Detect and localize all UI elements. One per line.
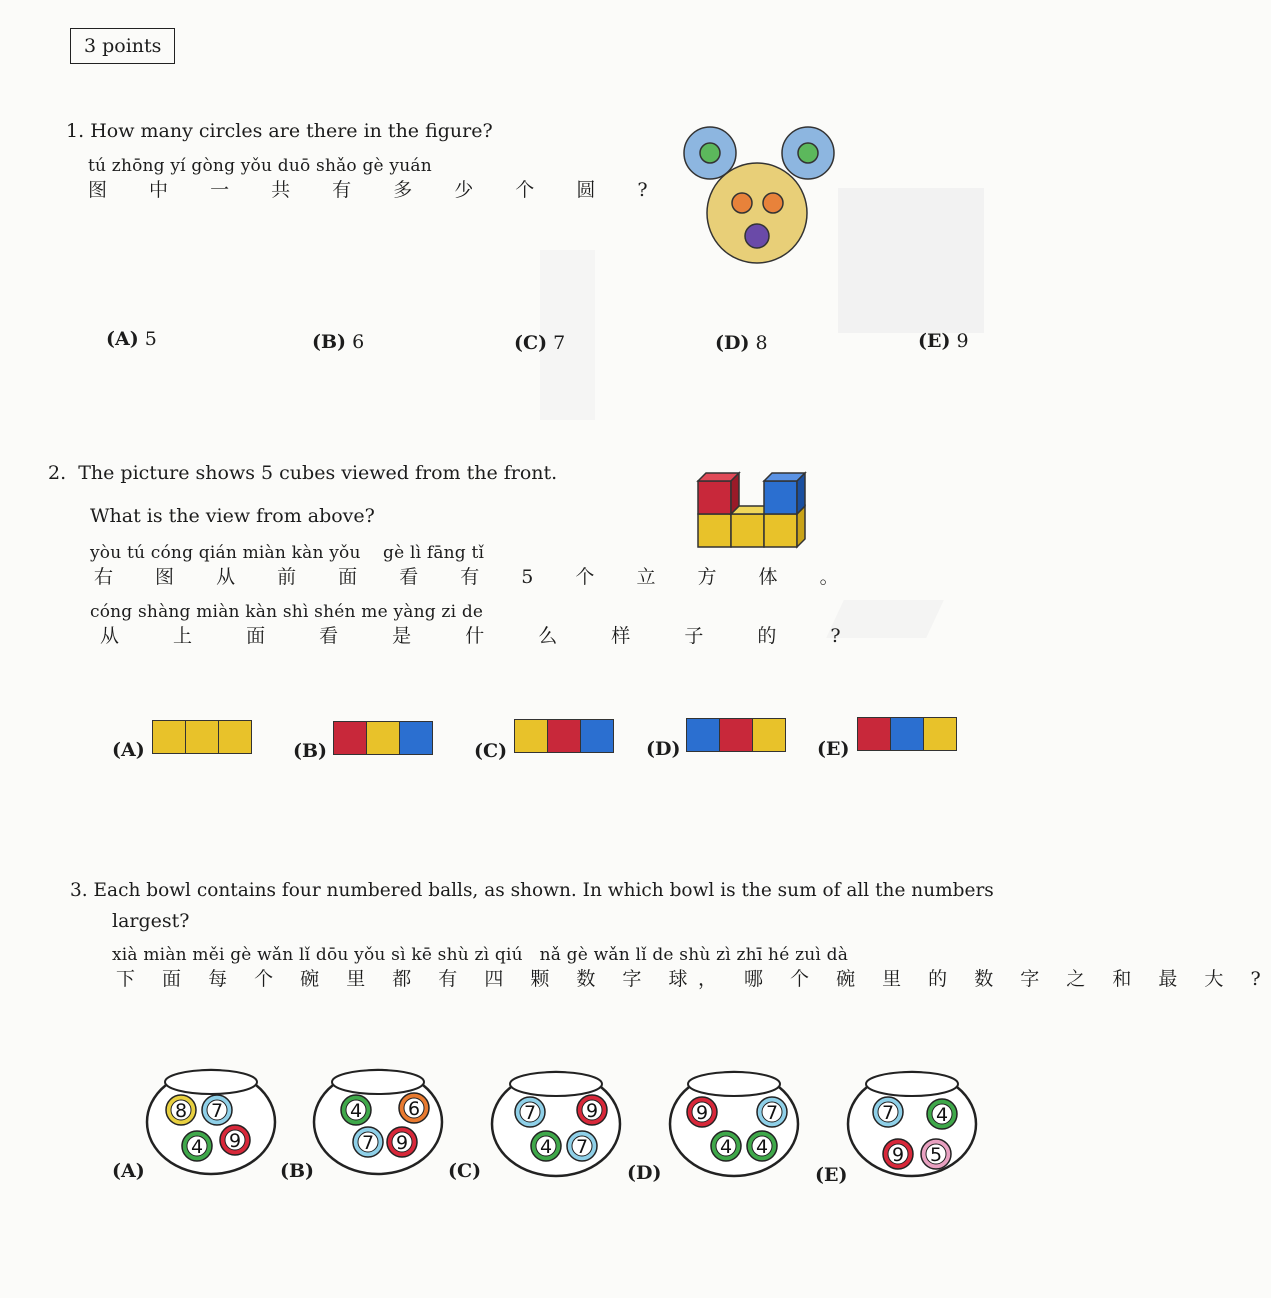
strip-cell xyxy=(400,722,432,754)
q2-option-c-label[interactable]: (C) xyxy=(474,740,508,762)
q3-pinyin: xià miàn měi gè wǎn lǐ dōu yǒu sì kē shù zì qiú nǎ gè wǎn lǐ de shù zì zhī hé zuì dà xyxy=(112,945,849,965)
numbered-ball xyxy=(711,1131,741,1161)
q1-mouse-figure xyxy=(670,115,830,275)
numbered-ball xyxy=(927,1099,957,1129)
points-label: 3 points xyxy=(84,35,162,57)
q1-option-e[interactable] xyxy=(918,330,969,352)
bowl-rim xyxy=(165,1070,257,1094)
strip-cell xyxy=(219,721,251,753)
ball-number: 4 xyxy=(349,1100,363,1122)
q3-bowl-label[interactable]: (C) xyxy=(448,1160,482,1182)
option-label: (E) xyxy=(918,330,951,352)
numbered-ball xyxy=(687,1097,717,1127)
strip-cell xyxy=(334,722,367,754)
numbered-ball xyxy=(567,1131,597,1161)
q2-option-b-label[interactable]: (B) xyxy=(293,740,328,762)
bowl-rim xyxy=(510,1072,602,1096)
q1-option-c[interactable] xyxy=(514,332,565,354)
strip-cell xyxy=(687,719,720,751)
ball-number: 7 xyxy=(575,1136,589,1158)
strip-cell xyxy=(924,718,956,750)
q3-bowl-label[interactable]: (A) xyxy=(112,1160,145,1182)
ball-number: 4 xyxy=(539,1136,553,1158)
q3-bowl[interactable] xyxy=(312,1060,448,1180)
option-label: (C) xyxy=(514,332,548,354)
numbered-ball xyxy=(515,1097,545,1127)
ball-number: 4 xyxy=(755,1136,769,1158)
ball-number: 7 xyxy=(361,1132,375,1154)
strip-cell xyxy=(720,719,753,751)
numbered-ball xyxy=(883,1139,913,1169)
q2-option-e-label[interactable]: (E) xyxy=(817,738,850,760)
q2-hanzi2: 从 上 面 看 是 什 么 样 子 的 ? xyxy=(100,625,865,647)
q3-text: Each bowl contains four numbered balls, as shown. In which bowl is the sum of all the numbers xyxy=(93,880,994,901)
strip-cell xyxy=(548,720,581,752)
strip-cell xyxy=(581,720,613,752)
q3-text-cont: largest? xyxy=(112,910,190,932)
cube-blue-side xyxy=(797,473,805,514)
numbered-ball xyxy=(399,1093,429,1123)
numbered-ball xyxy=(202,1095,232,1125)
ball-number: 7 xyxy=(765,1102,779,1124)
q1-hanzi: 图 中 一 共 有 多 少 个 圆 ? xyxy=(88,179,666,201)
right-ear-inner-circle xyxy=(798,143,818,163)
left-ear-inner-circle xyxy=(700,143,720,163)
q3-bowl-label[interactable]: (D) xyxy=(627,1162,662,1184)
option-label: (A) xyxy=(106,328,139,350)
q1-text: How many circles are there in the figure? xyxy=(90,120,493,142)
q2-option-e-strip[interactable] xyxy=(857,717,957,751)
cube-bottom-3 xyxy=(764,514,797,547)
q3-bowl-label[interactable]: (E) xyxy=(815,1164,848,1186)
ball-number: 9 xyxy=(585,1100,599,1122)
option-value: 5 xyxy=(144,328,157,350)
right-eye-circle xyxy=(763,193,783,213)
ball-number: 4 xyxy=(190,1136,204,1158)
numbered-ball xyxy=(353,1127,383,1157)
q2-hanzi1: 右 图 从 前 面 看 有 5 个 立 方 体 。 xyxy=(94,566,857,588)
strip-cell xyxy=(153,721,186,753)
ball-number: 7 xyxy=(210,1100,224,1122)
q2-question xyxy=(48,462,557,484)
numbered-ball xyxy=(921,1139,951,1169)
ball-number: 7 xyxy=(881,1102,895,1124)
strip-cell xyxy=(858,718,891,750)
strip-cell xyxy=(891,718,924,750)
q2-pinyin2: cóng shàng miàn kàn shì shén me yàng zi de xyxy=(90,602,484,622)
q1-pinyin: tú zhōng yí gòng yǒu duō shǎo gè yuán xyxy=(88,156,432,176)
numbered-ball xyxy=(387,1127,417,1157)
strip-cell xyxy=(753,719,785,751)
cube-red-side xyxy=(731,473,739,514)
q3-bowl-label[interactable]: (B) xyxy=(280,1160,315,1182)
points-box xyxy=(70,28,175,64)
strip-cell xyxy=(367,722,400,754)
numbered-ball xyxy=(182,1131,212,1161)
numbered-ball xyxy=(747,1131,777,1161)
q1-number: 1. xyxy=(66,120,85,142)
numbered-ball xyxy=(531,1131,561,1161)
ball-number: 9 xyxy=(228,1130,242,1152)
cube-bottom-1 xyxy=(698,514,731,547)
q2-option-d-strip[interactable] xyxy=(686,718,786,752)
q1-question xyxy=(66,120,493,142)
q1-option-a[interactable] xyxy=(106,328,157,350)
numbered-ball xyxy=(220,1125,250,1155)
cube-bottom-2 xyxy=(731,514,764,547)
option-label: (B) xyxy=(312,331,347,353)
option-value: 7 xyxy=(553,332,566,354)
bowl-rim xyxy=(866,1072,958,1096)
q2-pinyin1: yòu tú cóng qián miàn kàn yǒu gè lì fāng tǐ xyxy=(90,543,485,563)
q2-option-b-strip[interactable] xyxy=(333,721,433,755)
ball-number: 9 xyxy=(395,1132,409,1154)
q3-question xyxy=(70,880,994,901)
numbered-ball xyxy=(341,1095,371,1125)
ball-number: 9 xyxy=(891,1144,905,1166)
q2-option-c-strip[interactable] xyxy=(514,719,614,753)
ball-number: 8 xyxy=(174,1100,188,1122)
q3-number: 3. xyxy=(70,880,88,901)
q3-bowl[interactable] xyxy=(668,1062,804,1182)
ball-number: 4 xyxy=(935,1104,949,1126)
numbered-ball xyxy=(873,1097,903,1127)
bowl-rim xyxy=(332,1070,424,1094)
ball-number: 9 xyxy=(695,1102,709,1124)
q2-text2: What is the view from above? xyxy=(90,505,375,527)
q2-cubes-figure xyxy=(690,468,815,553)
cube-red xyxy=(698,481,731,514)
strip-cell xyxy=(515,720,548,752)
ball-number: 4 xyxy=(719,1136,733,1158)
q1-option-b[interactable] xyxy=(312,331,364,353)
option-label: (D) xyxy=(715,332,750,354)
bleed-through-shape xyxy=(838,188,984,333)
mouth-circle xyxy=(745,224,769,248)
ball-number: 5 xyxy=(929,1144,943,1166)
q2-text: The picture shows 5 cubes viewed from the front. xyxy=(78,462,558,484)
ball-number: 6 xyxy=(407,1098,421,1120)
bowl-rim xyxy=(688,1072,780,1096)
q2-number: 2. xyxy=(48,462,67,484)
cube-blue xyxy=(764,481,797,514)
q1-option-d[interactable] xyxy=(715,332,768,354)
q2-option-a-label[interactable]: (A) xyxy=(112,739,145,761)
q3-hanzi: 下 面 每 个 碗 里 都 有 四 颗 数 字 球， 哪 个 碗 里 的 数 字 之 和 最 大 ? xyxy=(116,968,1271,990)
q2-option-a-strip[interactable] xyxy=(152,720,252,754)
option-value: 8 xyxy=(755,332,768,354)
option-value: 6 xyxy=(352,331,365,353)
strip-cell xyxy=(186,721,219,753)
q3-bowl[interactable] xyxy=(490,1062,626,1182)
q3-bowl[interactable] xyxy=(846,1062,982,1182)
numbered-ball xyxy=(166,1095,196,1125)
option-value: 9 xyxy=(956,330,969,352)
numbered-ball xyxy=(757,1097,787,1127)
left-eye-circle xyxy=(732,193,752,213)
q3-bowl[interactable] xyxy=(145,1060,281,1180)
q2-option-d-label[interactable]: (D) xyxy=(646,738,681,760)
ball-number: 7 xyxy=(523,1102,537,1124)
numbered-ball xyxy=(577,1095,607,1125)
